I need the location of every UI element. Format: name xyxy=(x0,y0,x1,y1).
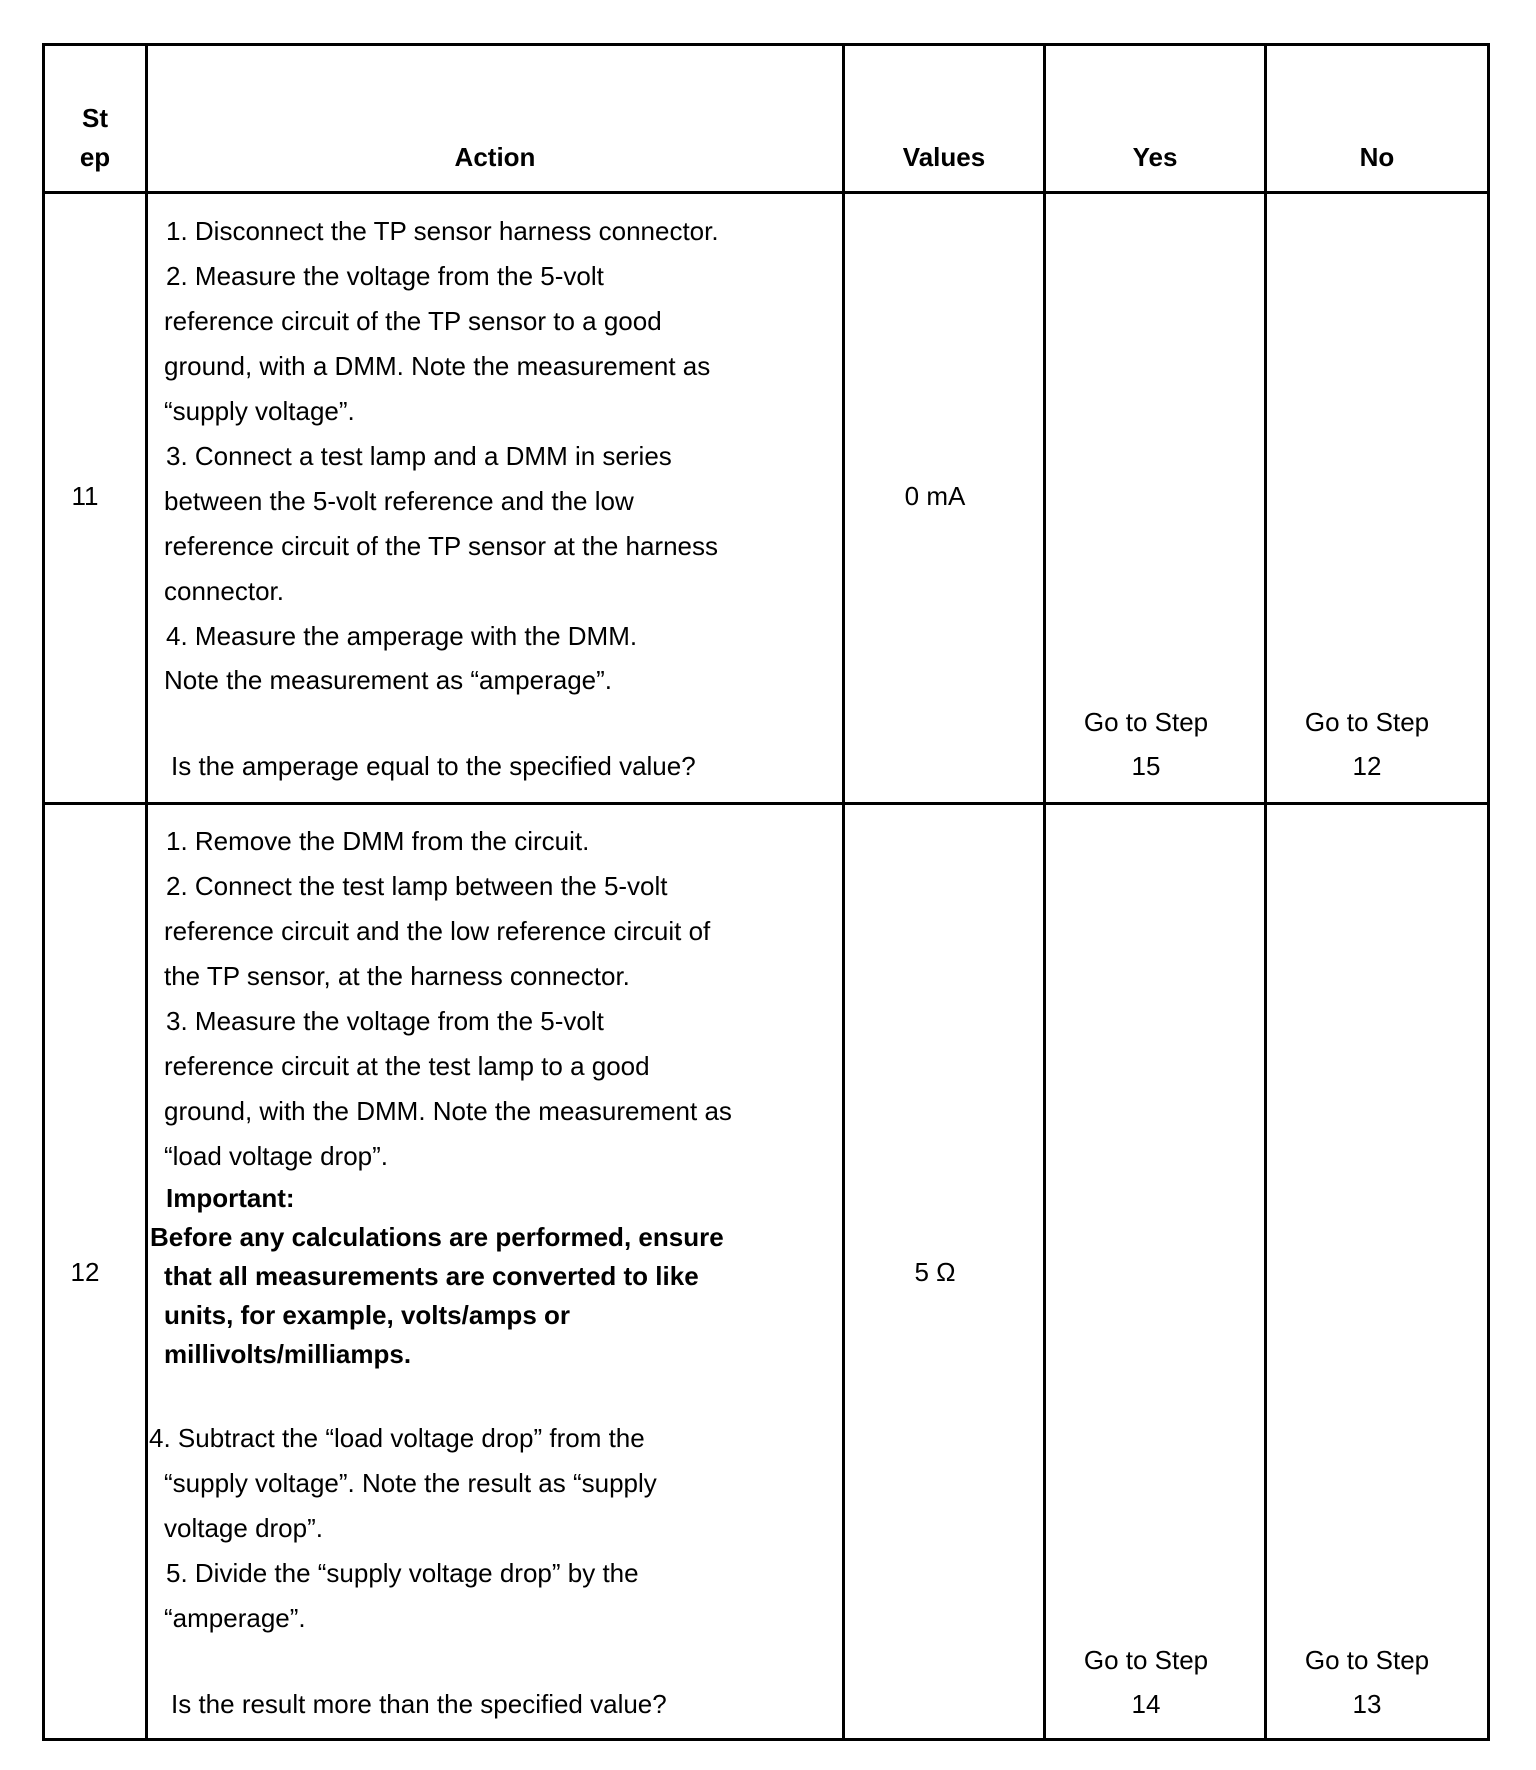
specified-value: 0 mA xyxy=(904,481,966,511)
action-line: reference circuit of the TP sensor at the harness xyxy=(164,531,718,561)
yes-goto-step: 14 xyxy=(1131,1689,1161,1719)
action-line: 1. Remove the DMM from the circuit. xyxy=(166,826,590,856)
action-line: reference circuit at the test lamp to a good xyxy=(164,1051,650,1081)
no-goto-label: Go to Step xyxy=(1304,707,1430,737)
header-values: Values xyxy=(902,142,986,172)
header-bottom-border xyxy=(42,191,1490,194)
action-line: 2. Measure the voltage from the 5-volt xyxy=(166,261,604,291)
important-label: Important: xyxy=(166,1183,295,1213)
action-line: 2. Connect the test lamp between the 5-volt xyxy=(166,871,668,901)
action-line: ground, with the DMM. Note the measurement as xyxy=(164,1096,732,1126)
important-line: Before any calculations are performed, ensure xyxy=(150,1222,724,1252)
header-action: Action xyxy=(454,142,536,172)
action-question: Is the amperage equal to the specified value? xyxy=(171,751,696,781)
action-line: 4. Measure the amperage with the DMM. xyxy=(166,621,638,651)
action-question: Is the result more than the specified value? xyxy=(171,1689,667,1719)
action-line: “supply voltage”. xyxy=(164,396,355,426)
action-line: 3. Connect a test lamp and a DMM in series xyxy=(166,441,672,471)
action-line: 3. Measure the voltage from the 5-volt xyxy=(166,1006,604,1036)
step-number: 11 xyxy=(71,481,99,511)
important-line: millivolts/milliamps. xyxy=(164,1339,412,1369)
step-number: 12 xyxy=(70,1257,100,1287)
no-goto-label: Go to Step xyxy=(1304,1645,1430,1675)
header-no: No xyxy=(1359,142,1395,172)
header-step-line2: ep xyxy=(79,142,111,172)
action-line: ground, with a DMM. Note the measurement as xyxy=(164,351,711,381)
action-line: reference circuit of the TP sensor to a good xyxy=(164,306,662,336)
no-goto-step: 13 xyxy=(1352,1689,1382,1719)
table-top-border xyxy=(42,43,1490,46)
header-step-line1: St xyxy=(82,103,108,133)
action-line: connector. xyxy=(164,576,284,606)
header-yes: Yes xyxy=(1132,142,1178,172)
table-left-border xyxy=(42,43,45,1741)
important-line: units, for example, volts/amps or xyxy=(164,1300,570,1330)
action-line: reference circuit and the low reference circuit of xyxy=(164,916,711,946)
action-line: “supply voltage”. Note the result as “supply xyxy=(164,1468,657,1498)
action-line: the TP sensor, at the harness connector. xyxy=(164,961,630,991)
column-divider-yes xyxy=(1264,43,1267,1741)
action-line: 1. Disconnect the TP sensor harness connector. xyxy=(166,216,719,246)
yes-goto-step: 15 xyxy=(1131,751,1161,781)
column-divider-values xyxy=(1043,43,1046,1741)
row-divider xyxy=(42,802,1490,805)
action-line: Note the measurement as “amperage”. xyxy=(164,665,612,695)
yes-goto-label: Go to Step xyxy=(1083,1645,1209,1675)
table-right-border xyxy=(1487,43,1490,1741)
action-line: voltage drop”. xyxy=(164,1513,323,1543)
action-line: “load voltage drop”. xyxy=(164,1141,389,1171)
column-divider-step xyxy=(145,43,148,1741)
action-line: “amperage”. xyxy=(164,1603,306,1633)
action-line: between the 5-volt reference and the low xyxy=(164,486,634,516)
column-divider-action xyxy=(842,43,845,1741)
specified-value: 5 Ω xyxy=(914,1257,956,1287)
yes-goto-label: Go to Step xyxy=(1083,707,1209,737)
important-line: that all measurements are converted to like xyxy=(164,1261,699,1291)
table-bottom-border xyxy=(42,1738,1490,1741)
no-goto-step: 12 xyxy=(1352,751,1382,781)
action-line: 5. Divide the “supply voltage drop” by the xyxy=(166,1558,639,1588)
action-line: 4. Subtract the “load voltage drop” from the xyxy=(149,1423,645,1453)
